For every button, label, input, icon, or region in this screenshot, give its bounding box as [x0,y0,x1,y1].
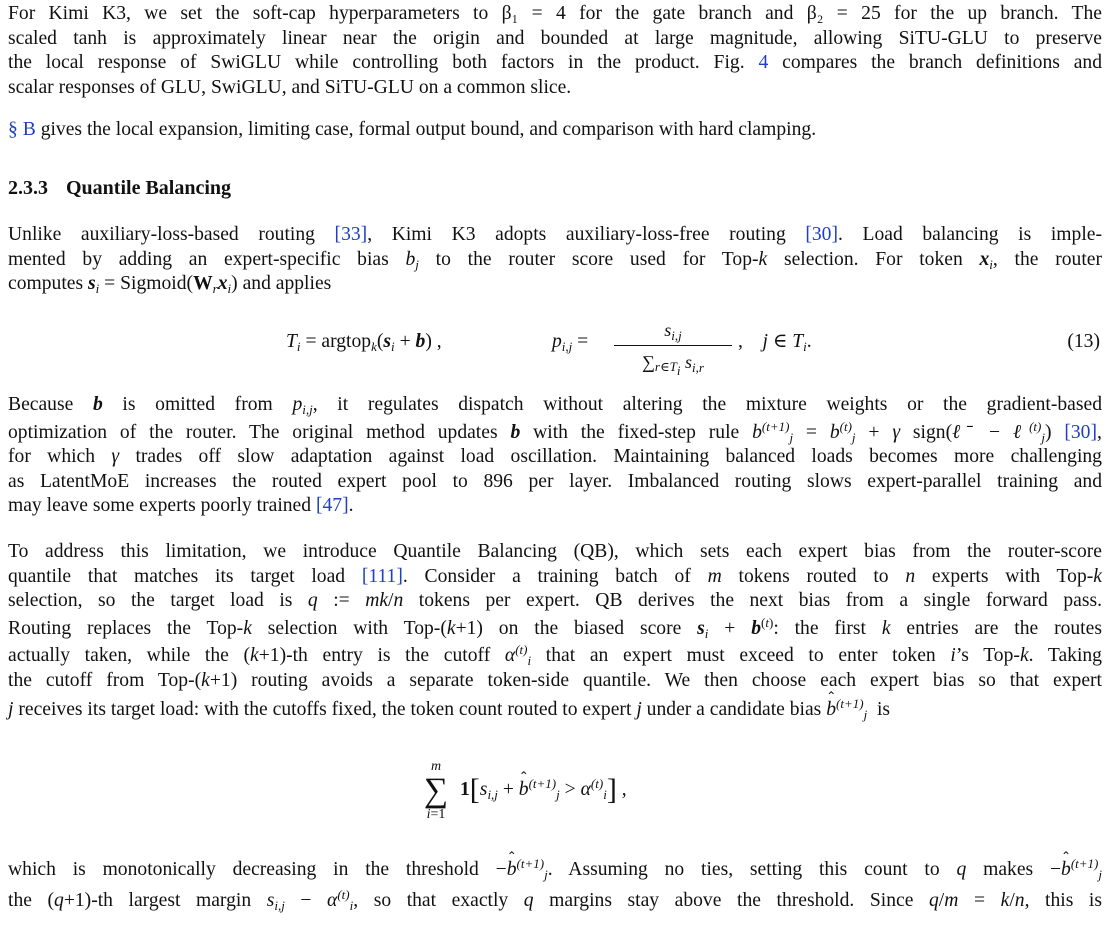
equation-fraction: $s_{i,j}$ $\sum_{r\in T_i}$ $s_{i,r}$ [614,318,732,374]
text-line: § B gives the local expansion, limiting case, formal output bound, and comparison with hard clamping. [8,119,817,140]
text-line: selection, so the target load is q := mk/n tokens per expert. QB derives the next bias from a single forward pass. [8,590,1102,612]
figure-ref-link[interactable]: 4 [758,52,769,74]
citation-link[interactable]: [30] [805,224,839,245]
text-line: scalar responses of GLU, SwiGLU, and SiTU-GLU on a common slice. [8,76,572,98]
paragraph-threshold [8,855,1102,913]
text-line: for which γ trades off slow adaptation against load oscillation. Maintaining balanced loads becomes more challenging [8,446,1102,468]
paragraph-original-method [8,393,1102,519]
text-line: scaled tanh is approximately linear near the origin and bounded at large magnitude, allowing SiTU-GLU to preserve [8,27,1102,49]
text-line: To address this limitation, we introduce Quantile Balancing (QB), which sets each expert bias from the router-score [8,541,1102,562]
text-line: Because b is omitted from $p_{i,j}$, it regulates dispatch without altering the mixture weights or the gradient-based [8,394,1102,417]
section-title: Quantile Balancing [66,177,232,199]
citation-link[interactable]: [30] [1064,421,1098,443]
text-line: Routing replaces the Top-k selection with Top-(k+1) on the biased score $s_i + b^{(t)}$: the first k entries are the routes [8,614,1102,641]
paragraph-quantile-balancing [8,540,1102,722]
equation-condition: , j ∈ $T_i$. [738,331,812,354]
section-number: 2.3.3 [8,177,48,199]
equation-13 [0,318,1114,379]
citation-link[interactable]: [111] [361,565,403,587]
section-heading [8,176,231,201]
sum-operator: m ∑ i=1 [423,759,449,822]
section-symbol-link[interactable]: § [8,119,18,140]
sum-body: $1[s_{i,j}$ + ⌃ $b^{(t+1)}_j > \alpha^{(t)}_i$] , [460,778,627,803]
paragraph-softcap [8,2,1102,100]
text-line: as LatentMoE increases the routed expert pool to 896 per layer. Imbalanced routing slows expert-parallel training and [8,470,1102,492]
text-line: the local response of SwiGLU while controlling both factors in the product. Fig. 4 compares the branch definitions and [8,52,1103,74]
text-line: Unlike auxiliary-loss-based routing [33], Kimi K3 adopts auxiliary-loss-free routing [30]. Load balancing is imple- [8,224,1102,245]
text-line: quantile that matches its target load [111]. Consider a training batch of m tokens routed to n experts with Top-k [8,565,1102,587]
paragraph-routing [8,223,1102,297]
text-line: may leave some experts poorly trained [47]. [8,495,354,517]
text-line: mented by adding an expert-specific bias $b_j$ to the router score used for Top-k selection. For token $x_i$, the router [8,248,1103,272]
text-line: For Kimi K3, we set the soft-cap hyperparameters to β₁ = 4 for the gate branch and β₂ = 25 for the up branch. The [8,3,1102,24]
equation-number: (13) [1067,331,1100,352]
text-line: optimization of the router. The original method updates b with the fixed-step rule $b^{(t+1)}_j = b^{(t)}_j + \gamma$ sign(ℓ̄ − ℓ$^{(t)}_j$) [30], [8,418,1102,445]
citation-link[interactable]: [33] [334,224,368,245]
text-line: computes $s_i$ = $Sigmoid(W_rx_i)$ and applies [8,273,332,297]
text-line: the cutoff from Top-(k+1) routing avoids a separate token-side quantile. We then choose each expert bias so that expert [8,669,1102,691]
equation-pij: $p_{i,j}$ = [552,331,589,354]
equation-lhs: $T_i$ = $argtop_k(s_i + b)$ , [286,331,442,354]
equation-count-sum [0,760,1114,832]
text-line: which is monotonically decreasing in the threshold −⌃ $b^{(t+1)}_j$. Assuming no ties, setting this count to q makes −⌃ $b^{(t+1)}_j$ [8,858,1102,883]
appendix-ref-link[interactable]: B [22,119,36,140]
citation-link[interactable]: [47] [315,495,349,517]
paragraph-appendix-ref [8,118,1102,143]
text-line: j receives its target load: with the cutoffs fixed, the token count routed to expert j under a candidate bias ⌃ $b^{(t+1)}_j$ is [8,698,1102,723]
text-line: the (q+1)-th largest margin $s_{i,j} - \alpha^{(t)}_i$, so that exactly q margins stay above the threshold. Since q/m = k/n, this is [8,886,1102,913]
text-line: actually taken, while the (k+1)-th entry is the cutoff $\alpha^{(t)}_i$ that an expert must exceed to enter token i’s Top-k. Taking [8,642,1102,669]
